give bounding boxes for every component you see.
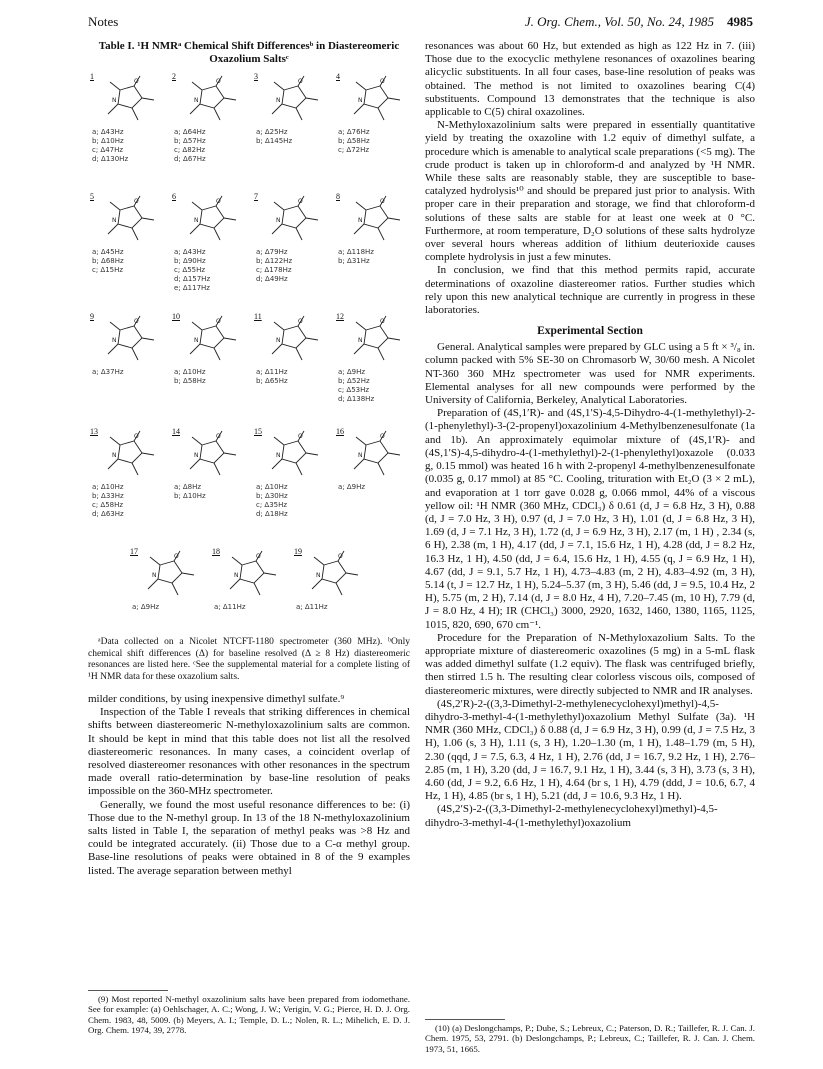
compound-number: 14: [172, 427, 180, 436]
body-paragraph-2: Inspection of the Table I reveals that striking differences in chemical shifts between diastereomeric N-methyloxazolinium salts are common. It should be kept in mind that this table does not list all the resolved diastereomeric resonances. In many cases, a coincident overlap of resolved diastereomer resonances with other resonances in the spectrum made overall ratio-determination by base-line resolution of peaks impossible on the 360-MHz spectrometer.: [88, 706, 410, 798]
compound-cell-5: [88, 190, 168, 275]
svg-text:O: O: [216, 198, 221, 205]
shift-list: [92, 483, 168, 519]
experimental-preparation-1: Preparation of (4S,1′R)- and (4S,1′S)-4,5-Dihydro-4-(1-methylethyl)-2-(1-phenylethyl)-3-(2-propenyl)oxazolinium 4-Methylbenzenesulfonate (1a and 1b). An approximately equimolar mixture of (4S,1′R)- and (4S,1′S)-4,5-dihydro-4-(1-methylethyl)-2-(1-phenylethyl)oxazole (0.033 g, 0.15 mmol) was heated 16 h with 2-propenyl 4-methylbenzenesulfonate (0.035 g, 0.17 mmol) at 85 °C. Cooling, trituration with Et₂O (3 × 2 mL), and evaporation at 1 torr gave 0.028 g, 0.066 mmol, 44% of a viscous yellow oil: ¹H NMR (360 MHz, CDCl₃) δ 0.61 (d, J = 6.8 Hz, 3 H), 0.88 (d, J = 7.0 Hz, 3 H), 0.97 (d, J = 7.0 Hz, 3 H), 1.01 (d, J = 6.8 Hz, 3 H), 1.69 (d, J = 7.1 Hz, 3 H), 1.72 (d, J = 6.9 Hz, 3 H), 2.17 (m, 1 H) , 2.34 (s, 6 H), 2.38 (m, 1 H), 4.17 (dd, J = 7.1, 15.6 Hz, 1 H), 4.28 (dd, J = 8.2 Hz, 16.3 Hz, 1 H), 4.50 (dd, J = 6.4, 15.6 Hz, 1 H), 4.55 (q, J = 6.9 Hz, 1 H), 4.67 (dd, J = 9.1, 5.7 Hz, 1 H), 4.73–4.83 (m, 2 H), 4.83–4.92 (m, 3 H), 5.14 (t, J = 12.7 Hz, 1 H), 5.24–5.37 (m, 3 H), 5.46 (dd, J = 9.5, 10.4 Hz, 2 H), 5.75 (m, 2 H), 7.14 (d, J = 8.0 Hz, 4 H), 7.20–7.45 (m, 10 H), 7.79 (d, J = 8.0 Hz, 4 H); IR (CHCl₃) 3000, 2920, 1632, 1460, 1380, 1165, 1125, 1015, 820, 690, 670 cm⁻¹.: [425, 407, 755, 631]
chemical-structure-drawing: [88, 70, 168, 128]
body-paragraph-3: Generally, we found the most useful resonance differences to be: (i) Those due to the N-methyl group. In 13 of the 18 N-methyloxazolinium salts listed in Table I, the separation of methyl peaks was >8 Hz and could be integrated accurately. (ii) Those due to a C-α methyl group. Base-line resolutions of peaks were obtained in 8 of the 9 examples listed. The average separation between methyl: [88, 798, 410, 877]
chemical-structure-drawing: [252, 190, 332, 248]
chemical-structure-drawing: [88, 190, 168, 248]
shift-list: [338, 248, 414, 266]
shift-value: b; Δ145Hz: [256, 137, 293, 145]
svg-text:N: N: [194, 217, 199, 224]
svg-text:N: N: [276, 452, 281, 459]
svg-text:N: N: [234, 572, 239, 579]
chemical-structure-drawing: [252, 425, 332, 483]
shift-value: b; Δ31Hz: [338, 257, 370, 265]
compound-cell-15: [252, 425, 332, 519]
compound-cell-13: [88, 425, 168, 519]
chemical-structure-drawing: [170, 310, 250, 368]
running-head-journal: [525, 14, 753, 30]
shift-value: d; Δ18Hz: [256, 510, 288, 518]
shift-list: [256, 483, 332, 519]
svg-text:O: O: [338, 553, 343, 560]
shift-value: a; Δ45Hz: [92, 248, 124, 256]
compound-number: 9: [90, 312, 94, 321]
svg-text:N: N: [316, 572, 321, 579]
chemical-structure-drawing: [334, 425, 414, 483]
svg-text:N: N: [358, 337, 363, 344]
left-footnote-area: [88, 984, 410, 1036]
shift-value: b; Δ52Hz: [338, 377, 370, 385]
table-footnote: ᵃData collected on a Nicolet NTCFT-1180 spectrometer (360 MHz). ᵇOnly chemical shift differences (Δ) for baseline resolved (Δ ≥ 8 Hz) diastereomeric resonances are listed here. ᶜSee the supplemental material for a complete listing of ¹H NMR data for these oxazolium salts.: [88, 637, 410, 682]
svg-text:N: N: [358, 217, 363, 224]
compound-number: 2: [172, 72, 176, 81]
shift-value: b; Δ68Hz: [92, 257, 124, 265]
shift-list: [256, 248, 332, 284]
compound-number: 8: [336, 192, 340, 201]
shift-value: a; Δ10Hz: [174, 368, 206, 376]
shift-value: a; Δ79Hz: [256, 248, 288, 256]
svg-text:O: O: [380, 78, 385, 85]
shift-value: b; Δ90Hz: [174, 257, 206, 265]
shift-value: c; Δ178Hz: [256, 266, 292, 274]
shift-value: a; Δ25Hz: [256, 128, 288, 136]
svg-text:O: O: [134, 198, 139, 205]
svg-text:N: N: [112, 97, 117, 104]
svg-text:N: N: [112, 337, 117, 344]
svg-text:N: N: [358, 97, 363, 104]
body-paragraph-4: resonances was about 60 Hz, but extended as high as 122 Hz in 7. (iii) Those due to the exocyclic methylene resonances of oxazolines bearing alicyclic substituents. In all four cases, base-line resolution of peaks was obtained. The method is not limited to oxazolines bearing C(4) substituents. Compound 13 demonstrates that the technique is also applicable to C(5) chiral oxazolines.: [425, 40, 755, 119]
svg-text:O: O: [134, 318, 139, 325]
compound-cell-2: [170, 70, 250, 164]
compound-cell-18: [210, 545, 290, 612]
shift-value: a; Δ8Hz: [174, 483, 202, 491]
compound-number: 3: [254, 72, 258, 81]
svg-text:N: N: [194, 97, 199, 104]
shift-value: a; Δ10Hz: [256, 483, 288, 491]
shift-value: b; Δ10Hz: [174, 492, 206, 500]
compound-number: 6: [172, 192, 176, 201]
compound-cell-6: [170, 190, 250, 293]
running-head-section: Notes: [88, 14, 119, 29]
shift-value: b; Δ65Hz: [256, 377, 288, 385]
chemical-structure-drawing: [210, 545, 290, 603]
svg-text:O: O: [134, 433, 139, 440]
structure-table: [88, 70, 410, 635]
svg-text:O: O: [174, 553, 179, 560]
shift-value: a; Δ11Hz: [256, 368, 288, 376]
chemical-structure-drawing: [170, 425, 250, 483]
shift-value: c; Δ82Hz: [174, 146, 206, 154]
compound-cell-8: [334, 190, 414, 266]
shift-list: [256, 368, 332, 386]
shift-value: c; Δ47Hz: [92, 146, 124, 154]
compound-number: 16: [336, 427, 344, 436]
compound-number: 17: [130, 547, 138, 556]
left-column: [88, 40, 410, 878]
compound-cell-10: [170, 310, 250, 386]
shift-value: d; Δ157Hz: [174, 275, 211, 283]
shift-value: a; Δ43Hz: [92, 128, 124, 136]
shift-value: b; Δ33Hz: [92, 492, 124, 500]
shift-value: b; Δ57Hz: [174, 137, 206, 145]
shift-value: d; Δ138Hz: [338, 395, 375, 403]
shift-list: [132, 603, 208, 612]
shift-value: a; Δ37Hz: [92, 368, 124, 376]
shift-list: [338, 483, 414, 492]
chemical-structure-drawing: [292, 545, 372, 603]
svg-text:O: O: [216, 318, 221, 325]
compound-number: 10: [172, 312, 180, 321]
experimental-heading: Experimental Section: [537, 325, 643, 338]
shift-value: a; Δ9Hz: [338, 368, 366, 376]
shift-list: [338, 128, 414, 155]
shift-value: d; Δ63Hz: [92, 510, 124, 518]
body-paragraph-1: milder conditions, by using inexpensive dimethyl sulfate.⁹: [88, 693, 345, 705]
compound-number: 7: [254, 192, 258, 201]
body-paragraph-6: In conclusion, we find that this method permits rapid, accurate determinations of oxazoline diastereomer ratios. Further studies which rely upon this new analytical technique are currently in progress in these laboratories.: [425, 264, 755, 317]
shift-list: [92, 128, 168, 164]
compound-number: 12: [336, 312, 344, 321]
shift-value: b; Δ10Hz: [92, 137, 124, 145]
shift-value: a; Δ118Hz: [338, 248, 374, 256]
compound-cell-16: [334, 425, 414, 492]
journal-citation: J. Org. Chem., Vol. 50, No. 24, 1985: [524, 14, 714, 29]
shift-list: [256, 128, 332, 146]
svg-text:O: O: [298, 433, 303, 440]
svg-text:N: N: [112, 452, 117, 459]
chemical-structure-drawing: [252, 70, 332, 128]
svg-text:N: N: [276, 337, 281, 344]
body-paragraph-5: N-Methyloxazolinium salts were prepared in essentially quantitative yield by treating the oxazoline with 1.2 equiv of dimethyl sulfate, a procedure which is amenable to analytical scale preparations (<5 mg). The crude product is taken up in chloroform-d and analyzed by ¹H NMR. While these salts are reasonably stable, they are susceptible to base-catalyzed hydrolysis¹⁰ and should be prepared just prior to analysis. With proper care in their preparation and storage, we find that chloroform-d solutions of these salts are stable for at least one week at 0 °C. Furthermore, at room temperature, D₂O solutions of these salts hydrolyze over several hours whereas addition of lithium deuterioxide causes complete hydrolysis in just a few minutes.: [425, 119, 755, 264]
shift-value: b; Δ122Hz: [256, 257, 293, 265]
svg-text:O: O: [298, 78, 303, 85]
shift-list: [338, 368, 414, 404]
reference-9: (9) Most reported N-methyl oxazolinium salts have been prepared from iodomethane. See for example: (a) Oehlschager, A. C.; Wong, J. W.; Verigin, V. G.; Pierce, H. D. J. Org. Chem. 1983, 48, 5009. (b) Meyers, A. I.; Temple, D. L.; Nolen, R. L.; Mihelich, E. D. J. Org. Chem. 1974, 39, 2778.: [88, 994, 410, 1036]
shift-list: [92, 368, 168, 377]
svg-text:O: O: [216, 433, 221, 440]
svg-text:N: N: [358, 452, 363, 459]
shift-value: a; Δ43Hz: [174, 248, 206, 256]
compound-number: 1: [90, 72, 94, 81]
shift-value: c; Δ72Hz: [338, 146, 370, 154]
svg-text:O: O: [216, 78, 221, 85]
chemical-structure-drawing: [334, 190, 414, 248]
shift-value: b; Δ58Hz: [174, 377, 206, 385]
right-column: [425, 40, 755, 830]
compound-cell-9: [88, 310, 168, 377]
shift-value: c; Δ55Hz: [174, 266, 206, 274]
experimental-compound-3a: (4S,2′R)-2-((3,3-Dimethyl-2-methylenecyclohexyl)methyl)-4,5-dihydro-3-methyl-4-(1-methylethyl)oxazolium Methyl Sulfate (3a). ¹H NMR (360 MHz, CDCl₃) δ 0.88 (d, J = 6.9 Hz, 3 H), 0.99 (d, J = 7.5 Hz, 3 H), 1.06 (s, 3 H), 1.11 (s, 3 H), 1.20–1.30 (m, 1 H), 1.48–1.79 (m, 5 H), 2.30 (qqd, J = 7.5, 6.3, 4 Hz, 1 H), 2.76 (dd, J = 16.7, 9.2 Hz, 1 H), 2.76–2.85 (m, 1 H), 3.20 (dd, J = 16.7, 9.1 Hz, 1 H), 3.44 (s, 3 H), 3.73 (s, 3 H), 4.60 (dd, J = 9.2, 6.6 Hz, 1 H), 4.64 (br s, 1 H), 4.79 (ddd, J = 10.6, 6.7, 4 Hz, 1 H), 4.85 (br s, 1 H), 5.21 (dd, J = 10.6, 9.3 Hz, 1 H).: [425, 697, 755, 803]
experimental-procedure: Procedure for the Preparation of N-Methyloxazolium Salts. To the appropriate mixture of diastereomeric oxazolines (5 mg) in a 5-mL flask was added dimethyl sulfate (1.2 equiv). The flask was centrifuged briefly, then stirred 1.5 h. The resulting clear colorless viscous oils, composed of diastereomeric mixtures, were directly subjected to NMR and IR analyses.: [425, 631, 755, 697]
chemical-structure-drawing: [252, 310, 332, 368]
shift-value: c; Δ35Hz: [256, 501, 288, 509]
svg-text:N: N: [152, 572, 157, 579]
shift-value: b; Δ30Hz: [256, 492, 288, 500]
compound-number: 15: [254, 427, 262, 436]
shift-value: a; Δ10Hz: [92, 483, 124, 491]
footnote-divider-right: [425, 1019, 505, 1020]
shift-list: [174, 483, 250, 501]
chemical-structure-drawing: [334, 70, 414, 128]
svg-text:N: N: [194, 452, 199, 459]
experimental-compound-3b: (4S,2′S)-2-((3,3-Dimethyl-2-methylenecyclohexyl)methyl)-4,5-dihydro-3-methyl-4-(1-methylethyl)oxazolium: [425, 803, 718, 829]
shift-value: a; Δ11Hz: [296, 603, 328, 611]
chemical-structure-drawing: [334, 310, 414, 368]
svg-text:O: O: [380, 198, 385, 205]
reference-10: (10) (a) Deslongchamps, P.; Dube, S.; Lebreux, C.; Paterson, D. R.; Taillefer, R. J. Can. J. Chem. 1975, 53, 2791. (b) Deslongchamps, P.; Lebreux, C.; Taillefer, R. J. Can. J. Chem. 1973, 51, 1665.: [425, 1023, 755, 1054]
svg-text:O: O: [380, 318, 385, 325]
compound-cell-19: [292, 545, 372, 612]
compound-cell-4: [334, 70, 414, 155]
shift-value: c; Δ15Hz: [92, 266, 124, 274]
shift-list: [92, 248, 168, 275]
compound-cell-11: [252, 310, 332, 386]
shift-value: d; Δ130Hz: [92, 155, 129, 163]
compound-number: 4: [336, 72, 340, 81]
shift-value: a; Δ9Hz: [338, 483, 366, 491]
right-footnote-area: [425, 1019, 755, 1054]
compound-cell-12: [334, 310, 414, 404]
svg-text:O: O: [298, 318, 303, 325]
svg-text:N: N: [194, 337, 199, 344]
shift-value: b; Δ58Hz: [338, 137, 370, 145]
shift-value: a; Δ11Hz: [214, 603, 246, 611]
shift-list: [214, 603, 290, 612]
chemical-structure-drawing: [170, 70, 250, 128]
shift-value: c; Δ53Hz: [338, 386, 370, 394]
svg-text:N: N: [276, 97, 281, 104]
chemical-structure-drawing: [128, 545, 208, 603]
footnote-divider: [88, 990, 168, 991]
compound-cell-7: [252, 190, 332, 284]
shift-list: [174, 368, 250, 386]
shift-list: [174, 248, 250, 293]
shift-value: d; Δ49Hz: [256, 275, 288, 283]
compound-number: 18: [212, 547, 220, 556]
table-title: Table I. ¹H NMRᵃ Chemical Shift Differencesᵇ in Diastereomeric Oxazolium Saltsᶜ: [98, 40, 400, 65]
shift-value: a; Δ64Hz: [174, 128, 206, 136]
shift-list: [174, 128, 250, 164]
shift-list: [296, 603, 372, 612]
chemical-structure-drawing: [88, 310, 168, 368]
page-number: 4985: [727, 14, 753, 29]
compound-number: 19: [294, 547, 302, 556]
compound-number: 5: [90, 192, 94, 201]
svg-text:N: N: [112, 217, 117, 224]
compound-number: 11: [254, 312, 262, 321]
svg-text:N: N: [276, 217, 281, 224]
chemical-structure-drawing: [170, 190, 250, 248]
shift-value: c; Δ58Hz: [92, 501, 124, 509]
shift-value: a; Δ76Hz: [338, 128, 370, 136]
svg-text:O: O: [134, 78, 139, 85]
svg-text:O: O: [380, 433, 385, 440]
compound-cell-14: [170, 425, 250, 501]
compound-cell-3: [252, 70, 332, 146]
experimental-general: General. Analytical samples were prepared by GLC using a 5 ft × ³/₈ in. column packed with 5% SE-30 on Chromasorb W, 30/60 mesh. A Nicolet NT-360 360 MHz spectrometer was used for NMR experiments. Elemental analyses for all new compounds were performed by the University of California, Berkeley, Analytical Laboratories.: [425, 341, 755, 407]
shift-value: d; Δ67Hz: [174, 155, 206, 163]
compound-cell-17: [128, 545, 208, 612]
svg-text:O: O: [256, 553, 261, 560]
compound-cell-1: [88, 70, 168, 164]
shift-value: a; Δ9Hz: [132, 603, 160, 611]
shift-value: e; Δ117Hz: [174, 284, 210, 292]
compound-number: 13: [90, 427, 98, 436]
chemical-structure-drawing: [88, 425, 168, 483]
svg-text:O: O: [298, 198, 303, 205]
